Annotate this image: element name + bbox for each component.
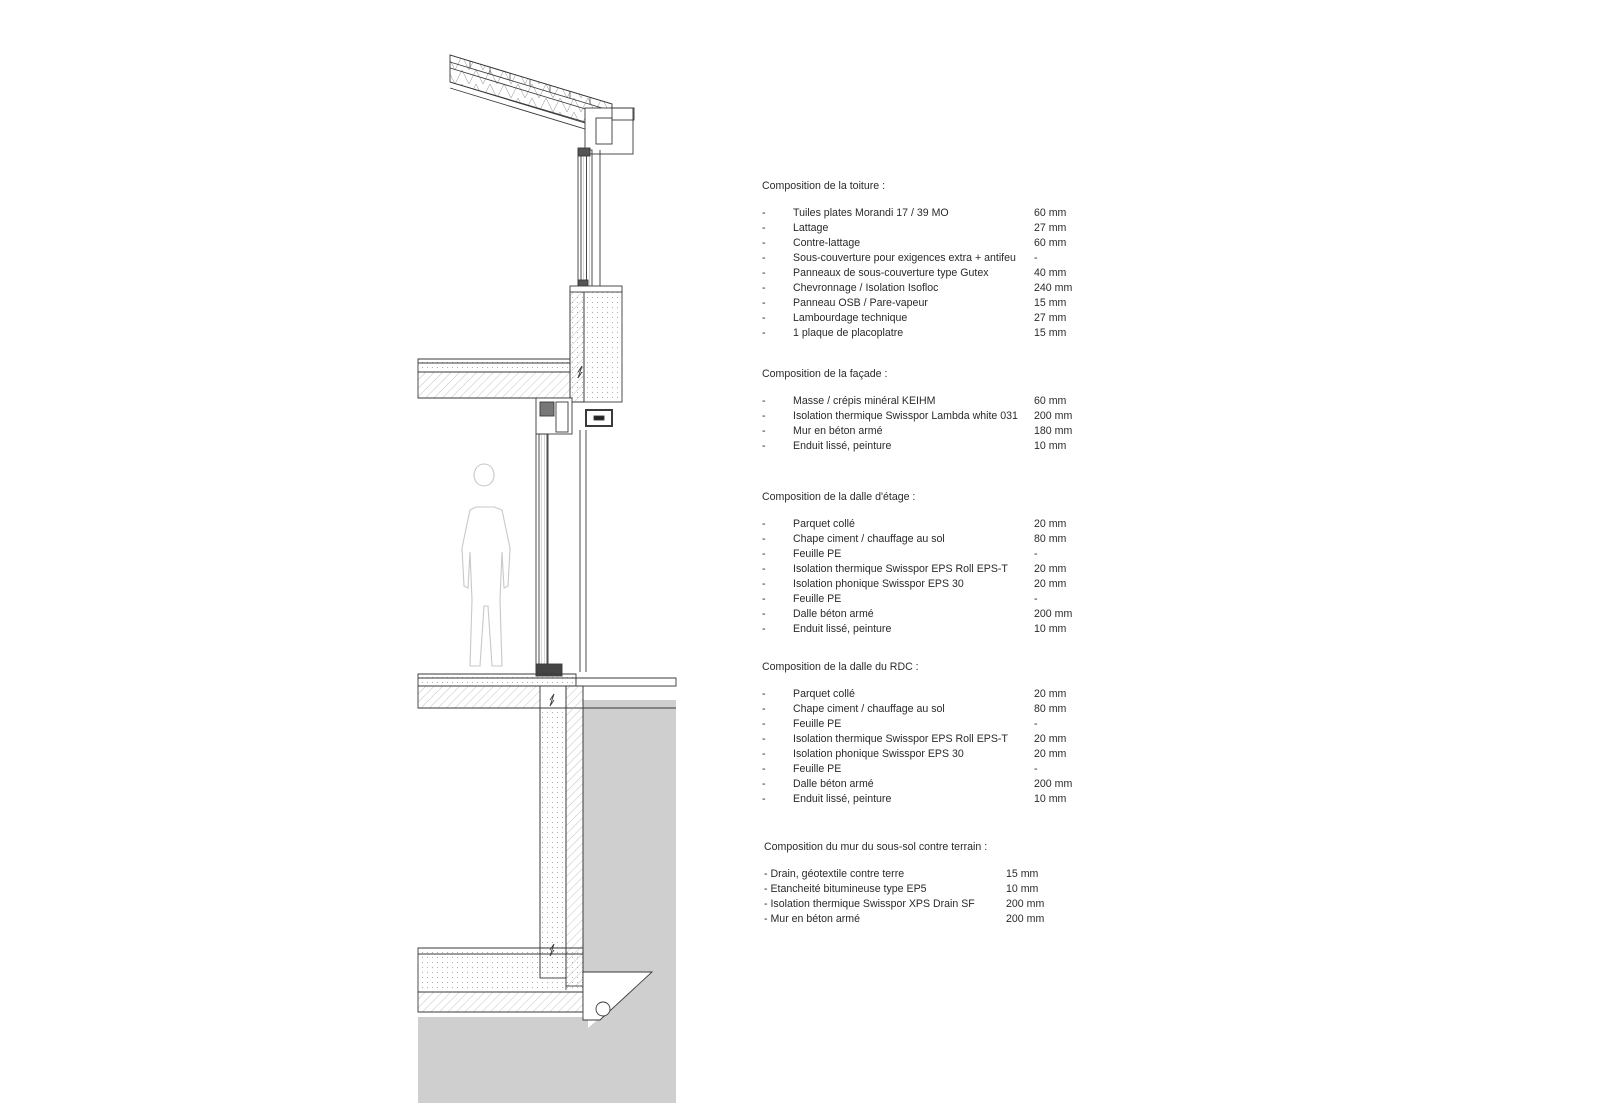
legend-row-label: Chape ciment / chauffage au sol [793,703,945,715]
legend-row-dash: - [762,563,766,575]
legend-row-dash: - [762,237,766,249]
legend-row-value: 10 mm [1034,623,1067,635]
human-figure [462,464,510,666]
legend-row-value: - [1034,718,1038,730]
legend-row [762,702,1102,717]
legend-row-label: Isolation phonique Swisspor EPS 30 [793,578,964,590]
legend-row-value: 10 mm [1034,793,1067,805]
legend-row-value: - [1034,252,1038,264]
legend-row-dash: - [762,327,766,339]
legend-row-dash: - [762,267,766,279]
legend-row-label: Masse / crépis minéral KEIHM [793,395,936,407]
legend-row [762,747,1102,762]
legend-row-value: 15 mm [1034,297,1067,309]
legend-row-dash: - [762,222,766,234]
legend-row-value: 27 mm [1034,312,1067,324]
legend-row-dash: - [762,593,766,605]
legend-row-dash: - [762,425,766,437]
legend-row-dash: - [762,533,766,545]
legend-row-label: 1 plaque de placoplatre [793,327,904,339]
legend-row-dash: - [762,252,766,264]
legend-title-basement-wall: Composition du mur du sous-sol contre terrain : [764,841,988,853]
legend-row [764,882,1104,897]
legend-row-label: Lattage [793,222,829,234]
legend-row [762,394,1102,409]
legend-row [762,622,1102,637]
legend-row-label: - Isolation thermique Swisspor XPS Drain SF [764,898,975,910]
legend-row [762,607,1102,622]
legend-row-label: Enduit lissé, peinture [793,623,892,635]
legend-row [762,732,1102,747]
legend-row-value: 20 mm [1034,563,1067,575]
basement-wall [540,686,583,990]
legend-row [762,439,1102,454]
legend-row-value: 10 mm [1006,883,1039,895]
legend-row-label: - Mur en béton armé [764,913,860,925]
legend-row-value: 10 mm [1034,440,1067,452]
legend-row-label: Parquet collé [793,688,855,700]
legend-row-value: - [1034,548,1038,560]
legend-row-value: 180 mm [1034,425,1073,437]
legend-row-label: Tuiles plates Morandi 17 / 39 MO [793,207,949,219]
legend-row-value: 200 mm [1006,913,1045,925]
legend-title-floor-slab: Composition de la dalle d'étage : [762,491,916,503]
legend-title-ground-slab: Composition de la dalle du RDC : [762,661,919,673]
lintel-blind-box [536,398,612,434]
legend-row-value: 20 mm [1034,748,1067,760]
legend-row-label: Dalle béton armé [793,778,874,790]
legend-row-label: Chape ciment / chauffage au sol [793,533,945,545]
legend-row [762,792,1102,807]
legend-row [762,281,1102,296]
legend-row-label: Mur en béton armé [793,425,883,437]
legend-row-label: Feuille PE [793,718,842,730]
legend-title-roof: Composition de la toiture : [762,180,886,192]
legend-row-label: Feuille PE [793,763,842,775]
legend-row-label: Feuille PE [793,548,842,560]
legend-row-value: 15 mm [1006,868,1039,880]
legend-row-dash: - [762,733,766,745]
legend-row-dash: - [762,548,766,560]
legend-row-label: Enduit lissé, peinture [793,440,892,452]
legend-row-value: 200 mm [1034,410,1073,422]
legend-row-label: Isolation thermique Swisspor EPS Roll EPS-T [793,733,1008,745]
legend-row [764,912,1104,927]
facade-wall-mid [570,286,622,402]
legend-row-label: Chevronnage / Isolation Isofloc [793,282,939,294]
legend-row [762,532,1102,547]
legend-row-dash: - [762,608,766,620]
intermediate-slab [418,359,582,398]
main-window [536,430,586,676]
legend-row-label: Isolation thermique Swisspor EPS Roll EPS-T [793,563,1008,575]
legend-row-dash: - [762,688,766,700]
legend-row-dash: - [762,748,766,760]
legend-row [762,206,1102,221]
legend-row [762,236,1102,251]
legend-row [762,424,1102,439]
legend-row [762,577,1102,592]
upper-wall [578,148,600,290]
legend-row-dash: - [762,623,766,635]
legend-row-label: - Drain, géotextile contre terre [764,868,905,880]
legend-row [762,687,1102,702]
legend-row-value: 20 mm [1034,733,1067,745]
legend-row-label: Panneaux de sous-couverture type Gutex [793,267,989,279]
legend-row [762,562,1102,577]
legend-row-dash: - [762,440,766,452]
legend-row [762,326,1102,341]
legend-row-dash: - [762,793,766,805]
legend-row-label: Panneau OSB / Pare-vapeur [793,297,928,309]
legend-row-label: Parquet collé [793,518,855,530]
legend-row-value: 15 mm [1034,327,1067,339]
legend-row [762,762,1102,777]
legend-row [762,221,1102,236]
legend-row-dash: - [762,518,766,530]
legend-row-dash: - [762,312,766,324]
legend-row-dash: - [762,395,766,407]
legend-row-value: 200 mm [1006,898,1045,910]
legend-row-dash: - [762,703,766,715]
legend-row [764,867,1104,882]
legend-row-label: Dalle béton armé [793,608,874,620]
legend-row-value: 200 mm [1034,608,1073,620]
legend-row-label: Lambourdage technique [793,312,908,324]
legend-row-label: Feuille PE [793,593,842,605]
legend-row [762,251,1102,266]
legend-row [762,547,1102,562]
legend-row-dash: - [762,207,766,219]
legend-row-value: 80 mm [1034,533,1067,545]
legend-row-label: - Etancheité bitumineuse type EP5 [764,883,927,895]
legend-row-value: - [1034,763,1038,775]
legend-row-label: Isolation thermique Swisspor Lambda white 031 [793,410,1018,422]
legend-row-value: 60 mm [1034,237,1067,249]
legend-row-dash: - [762,297,766,309]
legend-row-label: Contre-lattage [793,237,861,249]
legend-row-dash: - [762,718,766,730]
legend-row [762,266,1102,281]
legend-row-value: 240 mm [1034,282,1073,294]
legend-row [762,296,1102,311]
legend-row-value: 60 mm [1034,395,1067,407]
legend-row [762,717,1102,732]
legend-row [764,897,1104,912]
legend-row-value: 40 mm [1034,267,1067,279]
legend-row [762,409,1102,424]
legend-row-label: Sous-couverture pour exigences extra + antifeu [793,252,1016,264]
legend-row-dash: - [762,410,766,422]
legend-row [762,517,1102,532]
legend-row-value: - [1034,593,1038,605]
legend-row-value: 20 mm [1034,518,1067,530]
legend-row-dash: - [762,282,766,294]
legend-title-facade: Composition de la façade : [762,368,888,380]
legend-row-dash: - [762,578,766,590]
legend-row-value: 80 mm [1034,703,1067,715]
legend-row [762,592,1102,607]
legend-row-value: 60 mm [1034,207,1067,219]
legend-row-value: 27 mm [1034,222,1067,234]
roof-assembly [450,55,634,154]
legend-row-value: 20 mm [1034,578,1067,590]
legend-row-label: Isolation phonique Swisspor EPS 30 [793,748,964,760]
legend-row-value: 200 mm [1034,778,1073,790]
legend-row-dash: - [762,763,766,775]
legend-row-label: Enduit lissé, peinture [793,793,892,805]
legend-row-value: 20 mm [1034,688,1067,700]
legend-row [762,311,1102,326]
legend-row-dash: - [762,778,766,790]
legend-row [762,777,1102,792]
